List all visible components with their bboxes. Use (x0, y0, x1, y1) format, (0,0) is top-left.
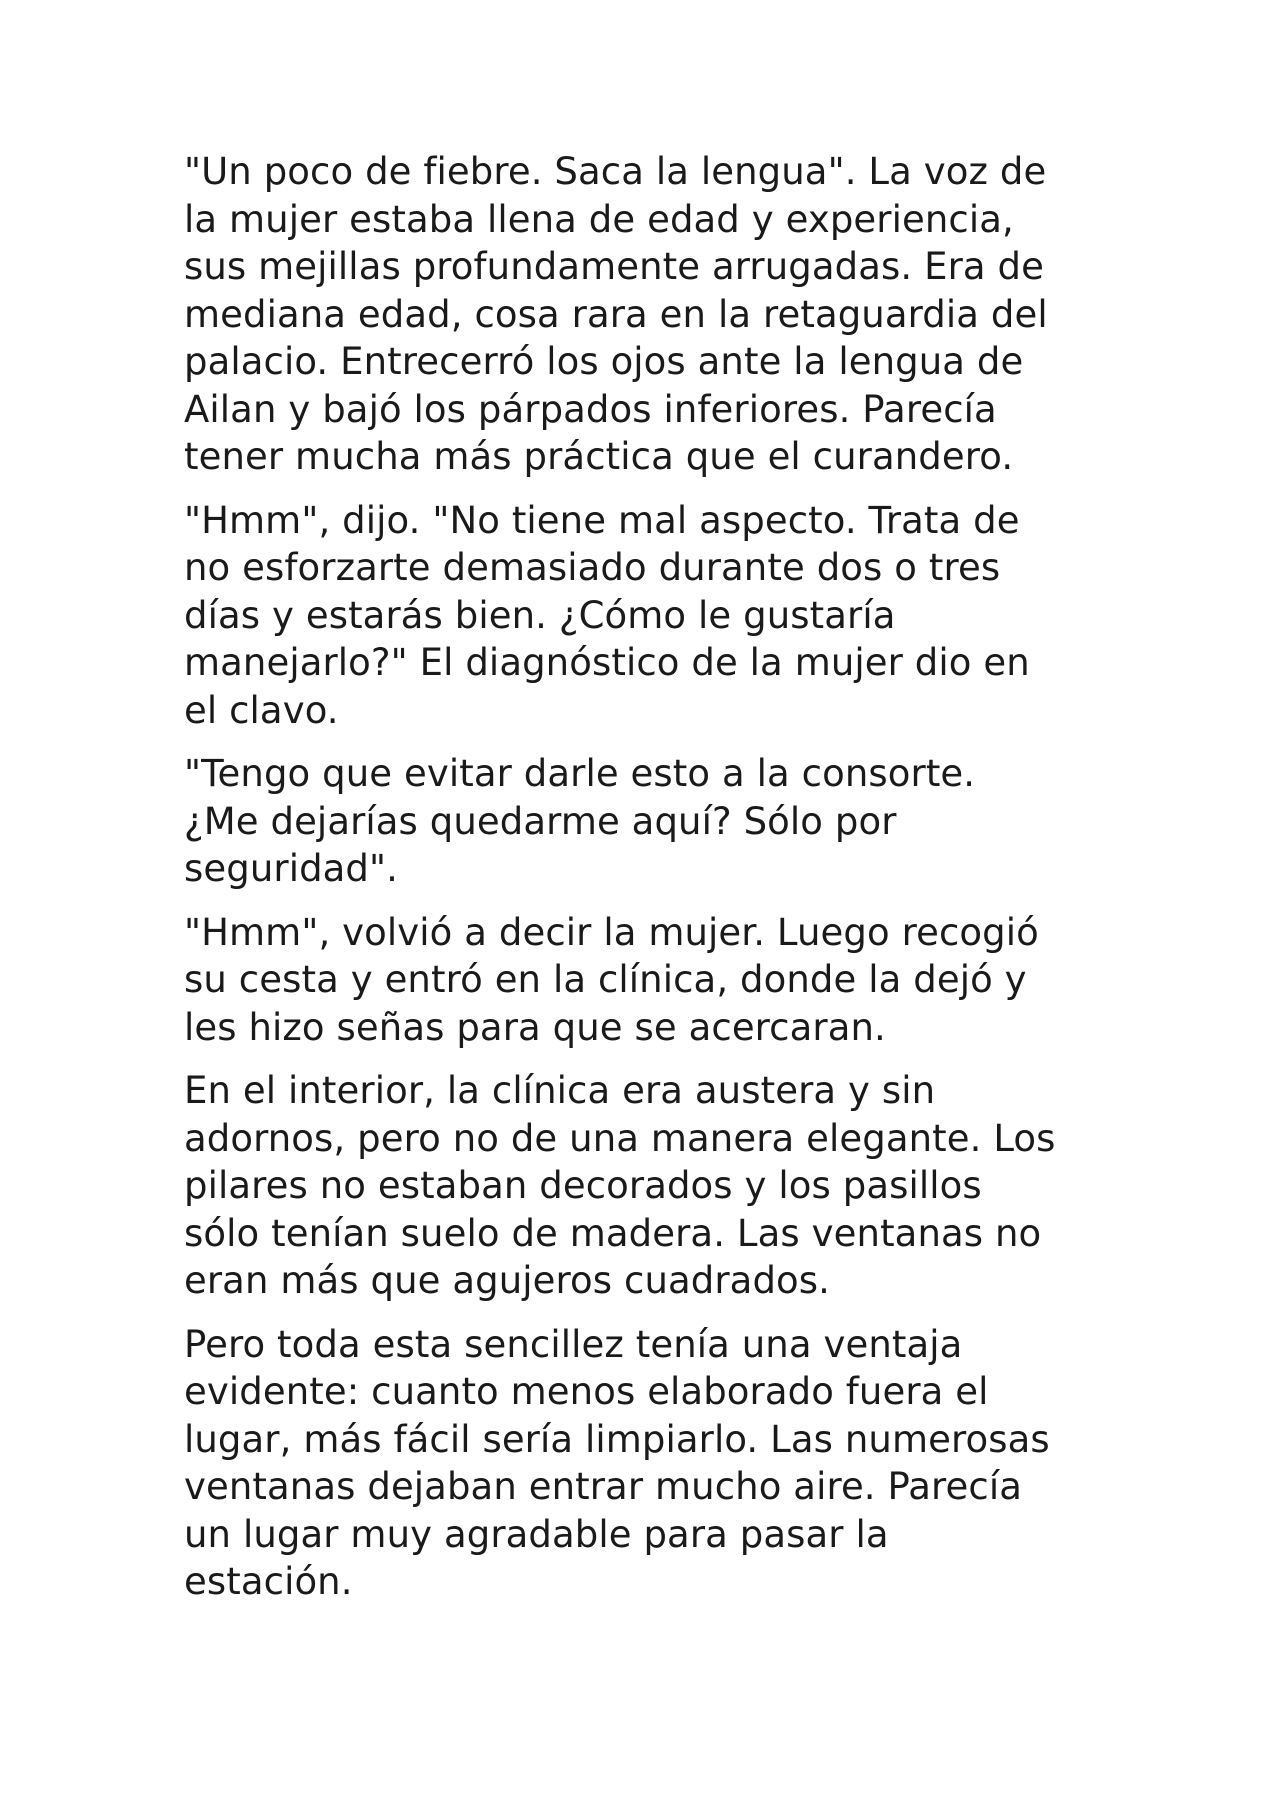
text-line: Pero toda esta sencillez tenía una ventaja (184, 1322, 963, 1366)
text-line: ¿Me dejarías quedarme aquí? Sólo por (184, 799, 897, 843)
text-line: días y estarás bien. ¿Cómo le gustaría (184, 593, 896, 637)
text-line: la mujer estaba llena de edad y experiencia, (184, 197, 1014, 241)
text-line: sus mejillas profundamente arrugadas. Era de (184, 245, 1044, 288)
text-line: ventanas dejaban entrar mucho aire. Parecía (184, 1465, 1023, 1508)
paragraph-4 (184, 909, 1114, 1052)
text-line: mediana edad, cosa rara en la retaguardia del (184, 292, 1048, 336)
text-line: evidente: cuanto menos elaborado fuera el (184, 1370, 989, 1413)
text-line: "Tengo que evitar darle esto a la consorte. (184, 752, 976, 795)
paragraph-3 (184, 750, 1114, 893)
text-line: Ailan y bajó los párpados inferiores. Parecía (184, 387, 997, 431)
document-body (184, 148, 1114, 1622)
paragraph-5 (184, 1067, 1114, 1305)
text-line: seguridad". (184, 847, 398, 890)
text-line: lugar, más fácil sería limpiarlo. Las numerosas (184, 1417, 1050, 1461)
text-line: En el interior, la clínica era austera y sin (184, 1069, 936, 1112)
text-line: "Un poco de fiebre. Saca la lengua". La voz de (184, 150, 1047, 193)
text-line: estación. (184, 1560, 353, 1603)
text-line: les hizo señas para que se acercaran. (184, 1005, 886, 1049)
text-line: pilares no estaban decorados y los pasillos (184, 1164, 982, 1207)
text-line: adornos, pero no de una manera elegante. Los (184, 1116, 1056, 1160)
text-line: tener mucha más práctica que el curandero. (184, 435, 1014, 478)
paragraph-6 (184, 1321, 1114, 1606)
text-line: "Hmm", dijo. "No tiene mal aspecto. Trata de (184, 498, 1020, 542)
text-line: no esforzarte demasiado durante dos o tres (184, 546, 1001, 589)
text-line: manejarlo?" El diagnóstico de la mujer dio en (184, 641, 1030, 684)
text-line: eran más que agujeros cuadrados. (184, 1259, 831, 1302)
text-line: un lugar muy agradable para pasar la (184, 1512, 889, 1556)
paragraph-2 (184, 497, 1114, 735)
paragraph-1 (184, 148, 1114, 481)
text-line: el clavo. (184, 688, 339, 732)
text-line: su cesta y entró en la clínica, donde la dejó y (184, 958, 1027, 1001)
text-line: palacio. Entrecerró los ojos ante la lengua de (184, 340, 1024, 383)
text-line: "Hmm", volvió a decir la mujer. Luego recogió (184, 910, 1039, 954)
text-line: sólo tenían suelo de madera. Las ventanas no (184, 1211, 1042, 1255)
